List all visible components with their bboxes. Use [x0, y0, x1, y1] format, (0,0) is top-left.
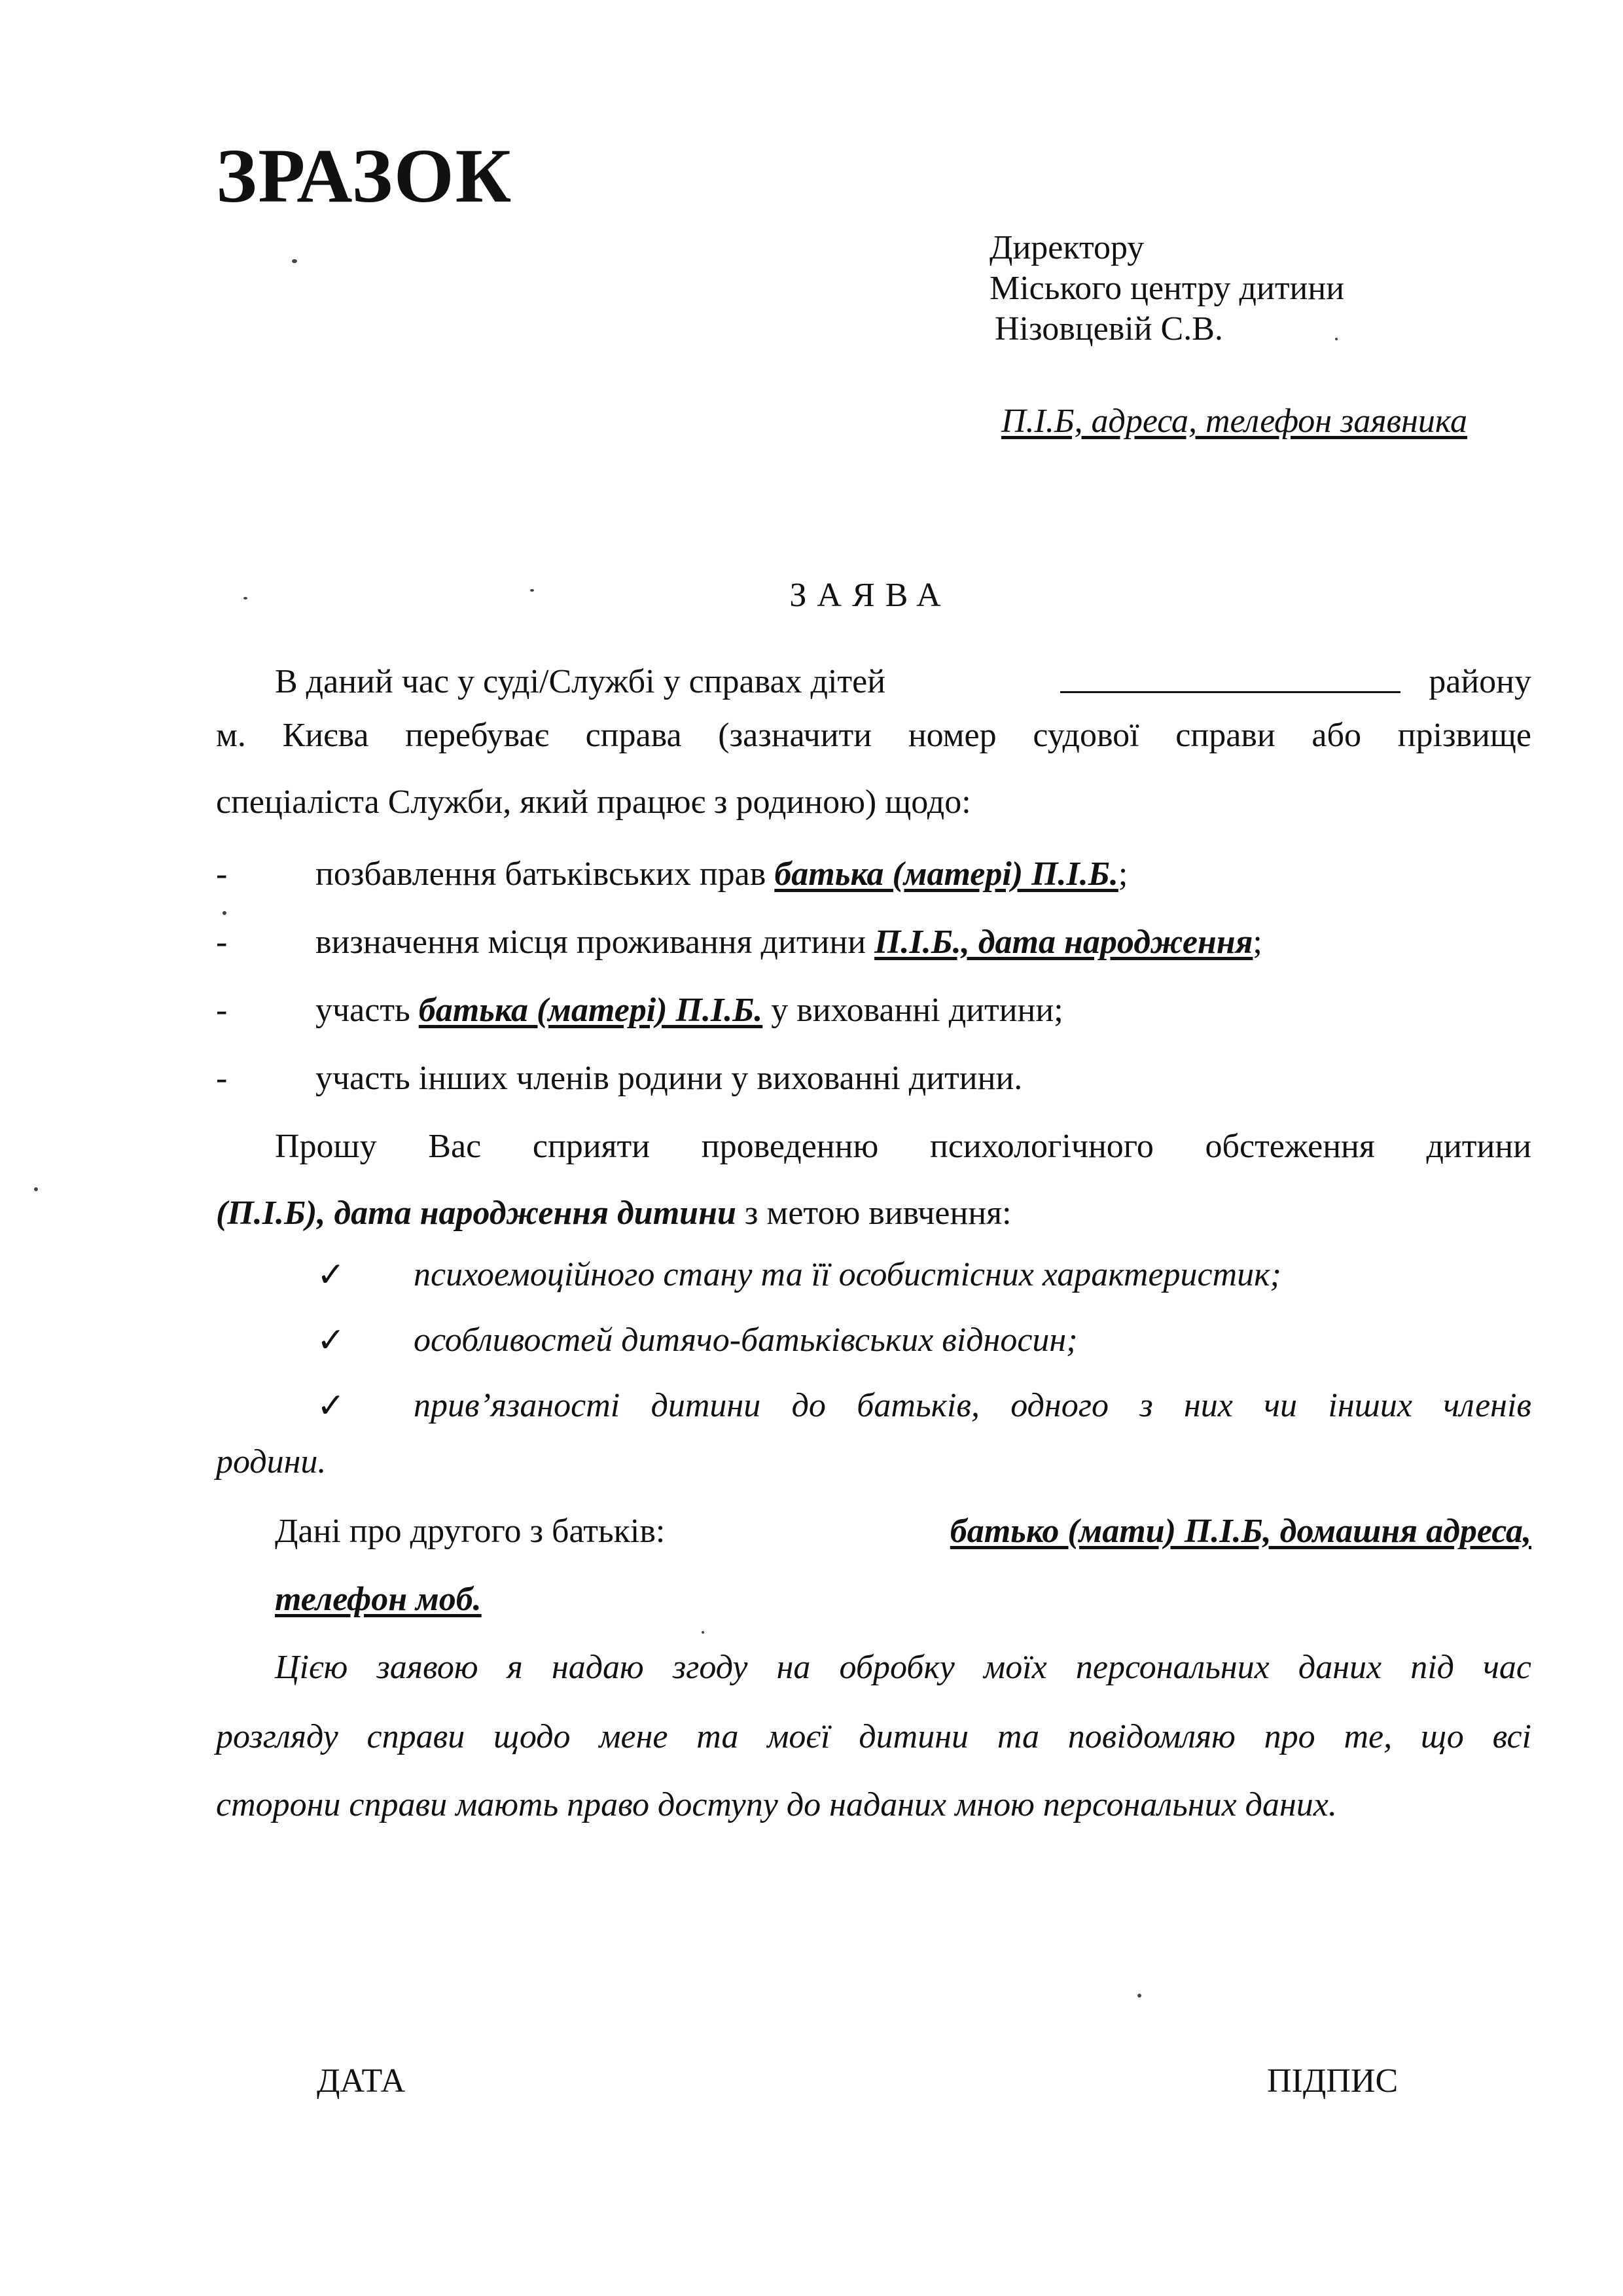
- other-parent-emphasis-2: телефон моб.: [275, 1581, 482, 1618]
- consent-line-1: Цією заявою я надаю згоду на обробку моїх персональних даних під час: [275, 1649, 1531, 1686]
- consent-line-3: сторони справи мають право доступу до наданих мною персональних даних.: [216, 1786, 1337, 1823]
- consent-line-2: розгляду справи щодо мене та моєї дитини та повідомляю про те, що всі: [216, 1718, 1531, 1755]
- document-title: ЗАЯВА: [789, 577, 952, 614]
- list-item-tail: у вихованні дитини;: [762, 992, 1063, 1029]
- list-item-text: визначення місця проживання дитини: [315, 924, 875, 961]
- list-item-emphasis: батька (матері) П.І.Б.: [418, 992, 763, 1029]
- scan-speck: [292, 259, 297, 263]
- checkmark-icon: ✓: [317, 1257, 346, 1294]
- checkmark-icon: ✓: [317, 1388, 346, 1425]
- scan-speck: [1335, 338, 1338, 340]
- list-item-tail: ;: [1118, 855, 1128, 893]
- check-continuation: родини.: [216, 1443, 327, 1480]
- addressee-block: [990, 228, 1344, 350]
- sample-stamp: ЗРАЗОК: [216, 133, 513, 219]
- district-blank: [1060, 665, 1400, 693]
- check-item-text: психоемоційного стану та її особистісних характеристик;: [414, 1256, 1281, 1293]
- scan-speck: [34, 1187, 38, 1191]
- request-child-emphasis: (П.І.Б), дата народження дитини: [216, 1194, 736, 1232]
- list-item-text: участь: [315, 992, 419, 1029]
- other-parent-emphasis-1: батько (мати) П.І.Б, домашня адреса,: [950, 1513, 1531, 1550]
- list-item-text: позбавлення батьківських прав: [315, 855, 775, 893]
- intro-line-1-end: району: [1429, 663, 1531, 700]
- scan-speck: [243, 597, 247, 600]
- scan-speck: [1137, 1994, 1141, 1998]
- addressee-line-2: Міського центру дитини: [990, 270, 1345, 307]
- list-dash: -: [216, 924, 228, 961]
- check-item-text: прив’язаності дитини до батьків, одного з них чи інших членів: [414, 1387, 1531, 1424]
- checkmark-icon: ✓: [317, 1322, 346, 1359]
- scan-speck: [223, 911, 226, 915]
- check-item-text: особливостей дитячо-батьківських відносин;: [414, 1321, 1078, 1359]
- other-parent-label: Дані про другого з батьків:: [275, 1513, 666, 1550]
- date-label: ДАТА: [317, 2062, 406, 2100]
- addressee-line-1: Директору: [990, 229, 1145, 266]
- intro-line-3: спеціаліста Служби, який працює з родиною) щодо:: [216, 783, 971, 821]
- intro-line-2: м. Києва перебуває справа (зазначити номер судової справи або прізвище: [216, 717, 1531, 754]
- request-line-2: [216, 1194, 1531, 1232]
- list-item-tail: ;: [1253, 924, 1262, 961]
- list-dash: -: [216, 1060, 228, 1097]
- intro-line-1-start: В даний час у суді/Службі у справах дітей: [275, 663, 886, 700]
- request-line-2-tail: з метою вивчення:: [736, 1194, 1012, 1232]
- addressee-line-3: Нізовцевій С.В.: [995, 310, 1223, 348]
- request-line-1: Прошу Вас сприяти проведенню психологічного обстеження дитини: [275, 1128, 1531, 1165]
- list-item-text: участь інших членів родини у вихованні дитини.: [315, 1060, 1023, 1097]
- scan-speck: [530, 589, 534, 592]
- list-dash: -: [216, 992, 228, 1029]
- scan-speck: [702, 1631, 704, 1634]
- applicant-placeholder: П.І.Б, адреса, телефон заявника: [1001, 403, 1467, 440]
- signature-label: ПІДПИС: [1267, 2062, 1399, 2100]
- list-item-emphasis: батька (матері) П.І.Б.: [774, 855, 1118, 893]
- list-item-emphasis: П.І.Б., дата народження: [874, 924, 1253, 961]
- list-dash: -: [216, 855, 228, 893]
